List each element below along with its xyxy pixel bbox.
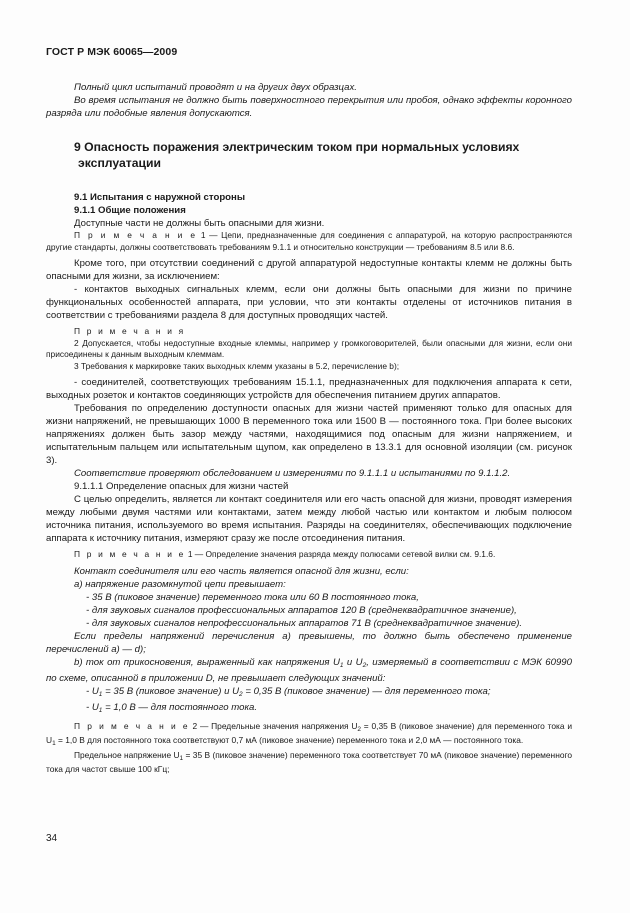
paragraph: b) ток от прикосновения, выраженный как напряжения $U_1$ и $U_2$, измеряемый в соответствии с МЭК 60990 по схеме, описанной в приложении D, не превышает следующих значений:	[46, 656, 572, 684]
section-heading-line: 9 Опасность поражения электрическим током при нормальных условиях	[74, 140, 520, 154]
subsection-heading: 9.1 Испытания с наружной стороны	[74, 192, 246, 203]
paragraph: Кроме того, при отсутствии соединений с другой аппаратурой недоступные контакты клемм не должны быть опасными для жизни, за исключением:	[46, 258, 572, 282]
paragraph: - контактов выходных сигнальных клемм, если они должны быть опасными для жизни по причине функциональных особенностей аппарата, при условии, что эти контакты отделены от источников питания в соответствии с требованиями раздела 8 для доступных проводящих частей.	[46, 284, 572, 321]
page-number: 34	[46, 833, 58, 844]
note-label: П р и м е ч а н и е	[74, 230, 198, 240]
note-label: П р и м е ч а н и е	[74, 720, 190, 731]
paragraph: Соответствие проверяют обследованием и измерениями по 9.1.1.1 и испытаниями по 9.1.1.2.	[74, 468, 511, 479]
note: Предельное напряжение $U_1 = 35$ В (пиковое значение) переменного тока соответствует 70 мА (пиковое значение) переменного тока для частот свыше 100 кГц;	[46, 749, 572, 774]
section-heading	[46, 139, 572, 171]
note-label: П р и м е ч а н и е	[74, 549, 186, 559]
paragraph: Полный цикл испытаний проводят и на других двух образцах.	[74, 82, 357, 93]
paragraph: Требования по определению доступности опасных для жизни частей применяют только для опасных для жизни напряжений, не превышающих 1000 В переменного тока или 1500 В — постоянного тока. При более высоких напряжениях должен быть зазор между частями, находящимися под опасным для жизни напряжением, и испытательным пальцем или испытательным щупом, как определено в 13.3.1 для основной изоляции (см. рисунок 3).	[46, 403, 572, 466]
paragraph: Доступные части не должны быть опасными для жизни.	[74, 218, 325, 229]
subsection-heading: 9.1.1 Общие положения	[74, 205, 186, 216]
standard-header: ГОСТ Р МЭК 60065—2009	[46, 46, 178, 58]
list-item: - 35 В (пиковое значение) переменного тока или 60 В постоянного тока,	[86, 591, 419, 603]
note-text: 1 — Цепи, предназначенные для соединения с аппаратурой, на которую распространяются другие стандарты, должны соответствовать требованиям 9.1.1 и относительно конструкции — требованиям 8.5 или 8.6.	[46, 230, 573, 252]
section-heading-line: эксплуатации	[78, 156, 162, 170]
paragraph: a) напряжение разомкнутой цепи превышает:	[74, 578, 286, 590]
note-label: П р и м е ч а н и я	[74, 326, 186, 336]
list-item: - для звуковых сигналов профессиональных аппаратов 120 В (среднеквадратичное значение),	[86, 604, 517, 616]
list-item: - $U_1 = 35$ В (пиковое значение) и $U_2 = 0,35$ В (пиковое значение) — для переменного тока;	[86, 685, 491, 698]
paragraph: Во время испытания не должно быть поверхностного перекрытия или пробоя, однако эффекты коронного разряда или подобные явления допускаются.	[46, 95, 572, 119]
list-item: - для звуковых сигналов непрофессиональных аппаратов 71 В (среднеквадратичное значение).	[86, 617, 523, 629]
paragraph: - соединителей, соответствующих требованиям 15.1.1, предназначенных для подключения аппарата к сети, выходных розеток и контактов соединяющих устройств для обеспечения питанием других аппаратов.	[46, 377, 572, 401]
paragraph: С целью определить, является ли контакт соединителя или его часть опасной для жизни, проводят измерения между любыми двумя частями или контактами, затем между любой частью или контактом и любым полюсом источника питания, используемого во время испытания. Разряды на соединителях, обеспечивающих подключение аппарата к источнику питания, измеряют сразу же после отсоединения питания.	[46, 494, 572, 544]
note	[46, 230, 572, 253]
note: П р и м е ч а н и е 2 — Предельные значения напряжения $U_2 = 0,35$ В (пиковое значение) для переменного тока и $U_1 = 1,0$ В для постоянного тока соответствуют 0,7 мА (пиковое значение) переменного тока и 2,0 мА — постоянного тока.	[46, 720, 572, 747]
paragraph: Контакт соединителя или его часть является опасной для жизни, если:	[74, 565, 409, 577]
note-text: 1 — Определение значения разряда между полюсами сетевой вилки см. 9.1.6.	[185, 549, 496, 559]
paragraph: Если пределы напряжений перечисления a) превышены, то должно быть обеспечено применение перечислений a) — d);	[46, 630, 572, 655]
list-item: - $U_1 = 1,0$ В — для постоянного тока.	[86, 701, 257, 714]
note	[46, 549, 572, 561]
clause-heading: 9.1.1.1 Определение опасных для жизни частей	[74, 481, 289, 492]
note: 3 Требования к маркировке таких выходных клемм указаны в 5.2, перечисление b);	[74, 360, 400, 371]
note: 2 Допускается, чтобы недоступные входные клеммы, например у громкоговорителей, были опасными для жизни, если они присоединены к данным выходным клеммам.	[46, 337, 572, 359]
